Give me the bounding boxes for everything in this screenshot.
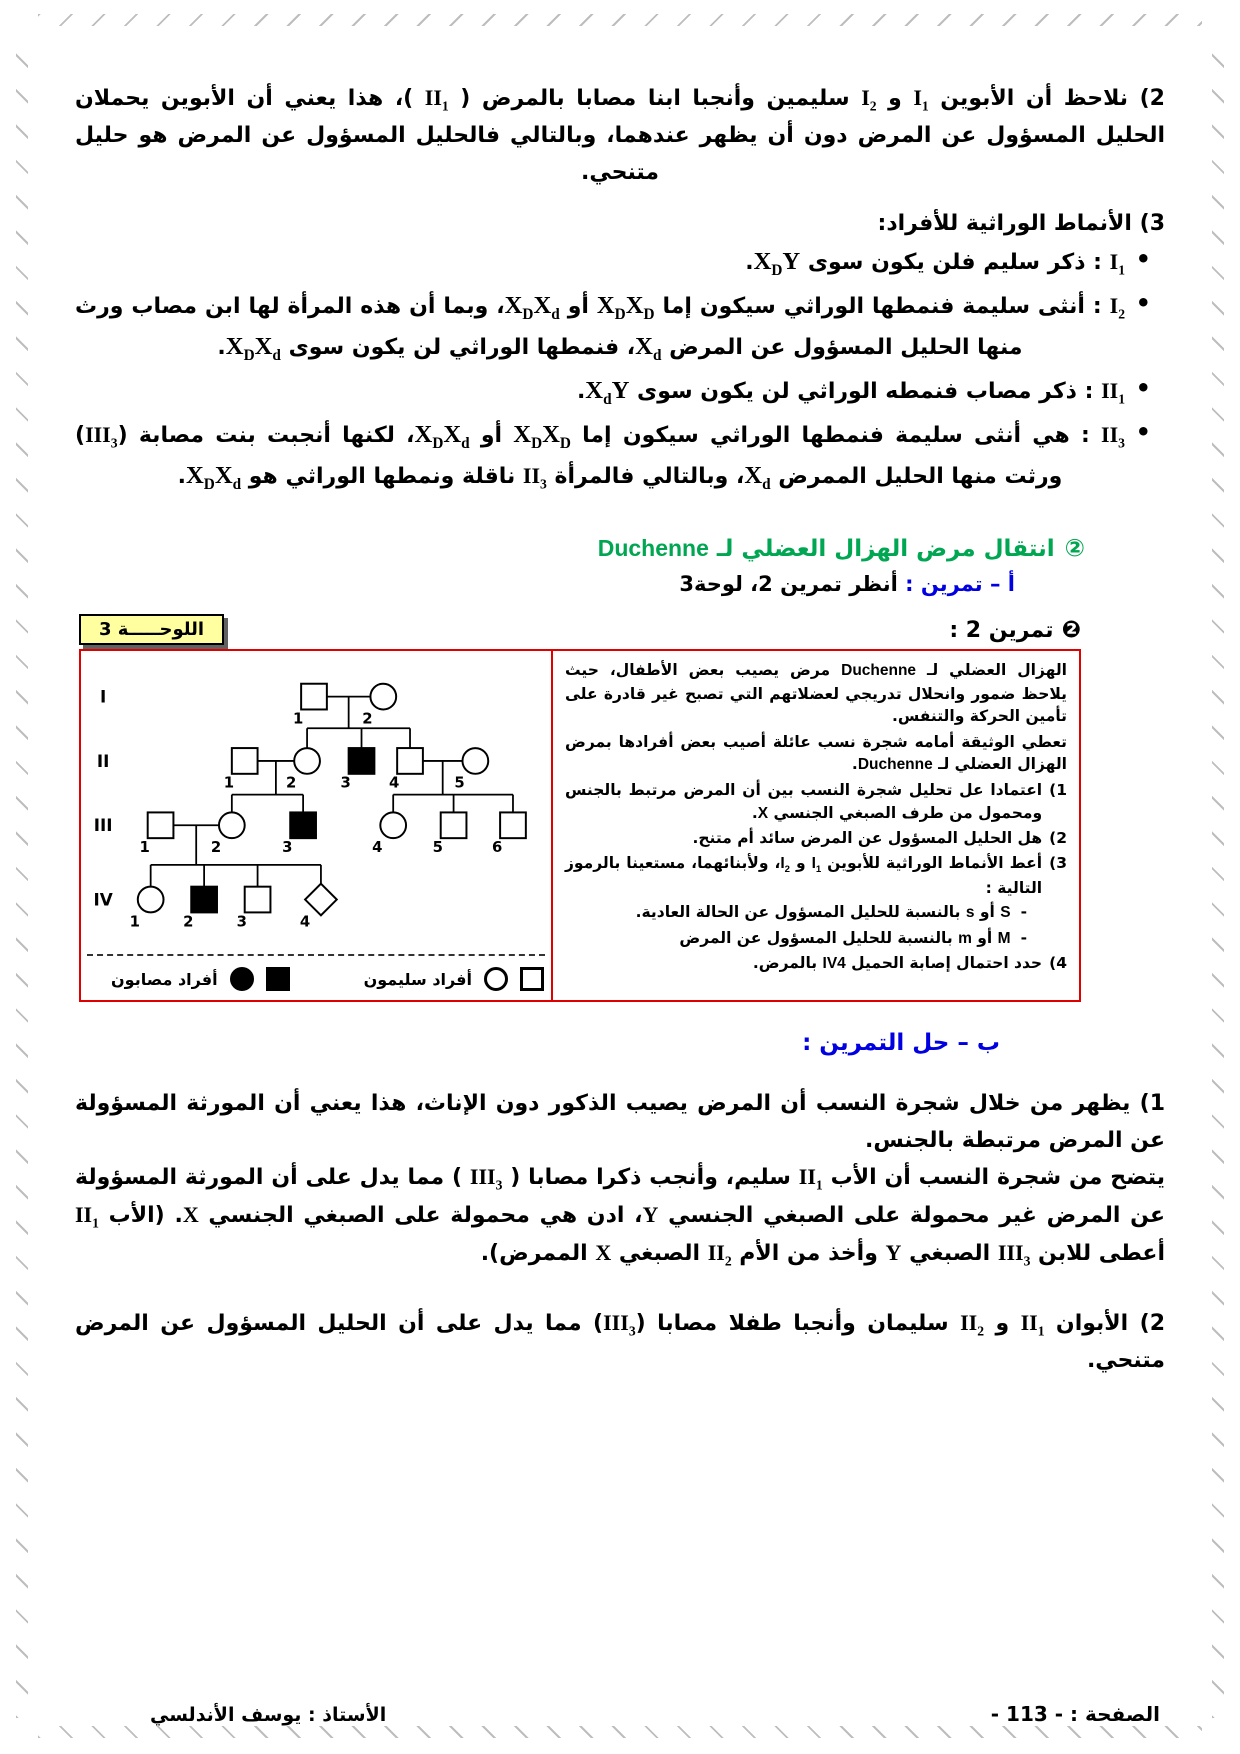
legend-affected-male-icon [266, 967, 290, 991]
observation-paragraph: 2) نلاحظ أن الأبوين $I_1$ و $I_2$ سليمين وأنجبا ابنا مصابا بالمرض ( $II_1$ )، هذا يعني أن الأبوين يحملان الحليل المسؤول عن المرض دون أن يظهر عندهما، وبالتالي فالحليل المسؤول عن المرض هو حليل متنحي. [75, 85, 1165, 185]
page-content [75, 68, 1165, 1380]
decorative-border-bottom [38, 1726, 1202, 1738]
plate-3-panel [79, 649, 1081, 1002]
plate-header-row [79, 614, 1081, 645]
symbol-item-text: S أو s بالنسبة للحليل المسؤول عن الحالة العادية. [635, 903, 1011, 922]
question-3 [565, 852, 1067, 899]
footer-teacher-name: الأستاذ : يوسف الأندلسي [150, 1704, 387, 1726]
pedigree-individual-III6 [500, 813, 526, 839]
pedigree-label-III6: 6 [491, 839, 503, 857]
pedigree-label-III5: 5 [432, 839, 443, 857]
generation-label-I: I [100, 686, 107, 707]
plate-tab: اللوحـــــة 3 [79, 614, 224, 645]
pedigree-individual-III4 [380, 813, 406, 839]
symbol-item-dash: - [1020, 928, 1027, 947]
pedigree-label-II3: 3 [340, 774, 351, 792]
genotype-item-I1: • $I_1$ : ذكر سليم فلن يكون سوى $X_DY$. [75, 242, 1165, 284]
question-2-text: هل الحليل المسؤول عن المرض سائد أم متنح. [692, 829, 1043, 848]
section-number-icon: ② [1064, 534, 1085, 563]
pedigree-individual-III3 [290, 813, 316, 839]
question-1-number: 1) [1049, 781, 1067, 800]
decorative-border-right [1212, 36, 1224, 1718]
legend-healthy-female-icon [484, 967, 508, 991]
pedigree-individual-II3 [349, 748, 375, 774]
pedigree-individual-I1 [301, 684, 327, 710]
solution-paragraph-2: 2) الأبوان $II_1$ و $II_2$ سليمان وأنجبا طفلا مصابا $(III_3)$ مما يدل على أن الحليل المسؤول عن المرض متنحي. [75, 1310, 1166, 1374]
statement-paragraph-1: الهزال العضلي لـ Duchenne مرض يصيب بعض الأطفال، حيث يلاحظ ضمور وانحلال تدريجي لعضلاتهم التي تصبح غير قادرة على تأمين الحركة والتنفس. [565, 661, 1067, 726]
pedigree-label-IV3: 3 [236, 913, 247, 931]
pedigree-legend [81, 956, 551, 996]
pedigree-individual-II1 [232, 748, 258, 774]
pedigree-individual-III5 [441, 813, 467, 839]
pedigree-label-I2: 2 [362, 710, 373, 728]
question-3-text: أعط الأنماط الوراثية للأبوين $I_1$ و $I_2،$ ولأبنائهما، مستعينا بالرموز التالية : [565, 853, 1043, 897]
question-2 [565, 827, 1067, 849]
legend-healthy-label: أفراد سليمون [363, 969, 472, 989]
pedigree-individual-IV1 [138, 887, 164, 913]
section-title-text: انتقال مرض الهزال العضلي لـ Duchenne [597, 535, 1055, 563]
decorative-border-top [38, 14, 1202, 26]
pedigree-label-IV4: 4 [299, 913, 311, 931]
question-1 [565, 779, 1067, 825]
exercise2-label [949, 617, 1081, 645]
pedigree-individual-II2 [294, 748, 320, 774]
symbol-item-normal-allele [565, 901, 1027, 924]
pedigree-label-I1: 1 [292, 710, 304, 728]
pedigree-label-III2: 2 [210, 839, 222, 857]
solution-paragraph-1: 1) يظهر من خلال شجرة النسب أن المرض يصيب الذكور دون الإناث، هذا يعني أن المورثة المسؤولة عن المرض مرتبطة بالجنس. يتضح من شجرة النسب أن الأب $II_1$ سليم، وأنجب ذكرا مصابا ( $III_3$ ) مما يدل على أن المورثة المسؤولة عن المرض غير محمولة على الصبغي الجنسي Y، ادن هي محمولة على الصبغي الجنسي X. (الأب $II_1$ أعطى للابن $III_3$ الصبغي Y وأخذ من الأم $II_2$ الصبغي X الممرض). [75, 1091, 1166, 1269]
statement-paragraph-2: تعطي الوثيقة أمامه شجرة نسب عائلة أصيب بعض أفرادها بمرض الهزال العضلي لـ Duchenne. [565, 732, 1067, 773]
pedigree-label-III4: 4 [372, 839, 383, 857]
legend-affected-label: أفراد مصابون [111, 969, 218, 989]
symbol-item-disease-allele [565, 927, 1027, 950]
pedigree-label-III1: 1 [139, 839, 150, 857]
question-1-text: اعتمادا عل تحليل شجرة النسب بين أن المرض مرتبط بالجنس ومحمول من طرف الصبغي الجنسي X. [565, 781, 1043, 822]
duchenne-section-title [598, 534, 1085, 562]
legend-affected-female-icon [230, 967, 254, 991]
genotype-item-II3: • $II_3$ : هي أنثى سليمة فنمطها الوراثي سيكون إما $X_DX_D$ أو $X_DX_d،$ لكنها أنجبت بنت مصابة $(III_3)$ ورثت منها الحليل الممرض $X_d،$ وبالتالي فالمرأة $II_3$ ناقلة ونمطها الوراثي هو $X_DX_d$. [75, 415, 1165, 498]
genotype-list [75, 242, 1165, 498]
exercise2-label-text: تمرين 2 : [949, 618, 1054, 644]
pedigree-individual-IV2 [191, 887, 217, 913]
question-4-text: حدد احتمال إصابة الحميل IV4 بالمرض. [752, 954, 1043, 973]
genotype-item-II1: • $II_1$ : ذكر مصاب فنمطه الوراثي لن يكون سوى $X_dY$. [75, 371, 1165, 413]
genotype-item-I2: • $I_2$ : أنثى سليمة فنمطها الوراثي سيكون إما $X_DX_D$ أو $X_DX_d،$ وبما أن هذه المرأة لها ابن مصاب ورث منها الحليل المسؤول عن المرض $X_d،$ فنمطها الوراثي لن يكون سوى $X_DX_d$. [75, 286, 1165, 369]
pedigree-label-III3: 3 [282, 839, 293, 857]
exercise-reference-line: أ – تمرين : أنظر تمرين 2، لوحة3 [679, 572, 1015, 597]
pedigree-label-IV2: 2 [183, 913, 194, 931]
solution-heading: ب – حل التمرين : [802, 1030, 1000, 1057]
pedigree-label-II2: 2 [286, 774, 297, 792]
pedigree-individual-II4 [397, 748, 423, 774]
page-footer [0, 1696, 1240, 1726]
symbol-item-dash: - [1020, 903, 1027, 922]
decorative-border-left [16, 36, 28, 1718]
exercise-statement-box [551, 651, 1079, 1000]
pedigree-individual-III2 [219, 813, 245, 839]
legend-healthy-male-icon [520, 967, 544, 991]
pedigree-individual-II5 [462, 748, 488, 774]
pedigree-individual-IV4 [305, 884, 337, 916]
question-4 [565, 952, 1067, 975]
pedigree-label-II5: 5 [454, 774, 465, 792]
pedigree-individual-IV3 [245, 887, 271, 913]
pedigree-label-II1: 1 [223, 774, 235, 792]
generation-label-III: III [93, 815, 113, 836]
pedigree-chart [81, 657, 547, 952]
pedigree-individual-I2 [370, 684, 396, 710]
genotypes-heading: 3) الأنماط الوراثية للأفراد: [877, 211, 1165, 237]
question-2-number: 2) [1049, 829, 1067, 848]
exercise2-number-icon: ❷ [1061, 617, 1081, 644]
question-3-number: 3) [1049, 853, 1067, 872]
pedigree-label-II4: 4 [389, 774, 400, 792]
pedigree-panel [81, 651, 551, 1000]
symbol-item-text: M أو m بالنسبة للحليل المسؤول عن المرض [679, 928, 1011, 947]
generation-label-IV: IV [93, 889, 113, 910]
generation-label-II: II [96, 750, 110, 771]
pedigree-individual-III1 [148, 813, 174, 839]
pedigree-label-IV1: 1 [129, 913, 140, 931]
question-4-number: 4) [1049, 954, 1067, 973]
footer-page-number: الصفحة : - 113 - [990, 1702, 1160, 1726]
